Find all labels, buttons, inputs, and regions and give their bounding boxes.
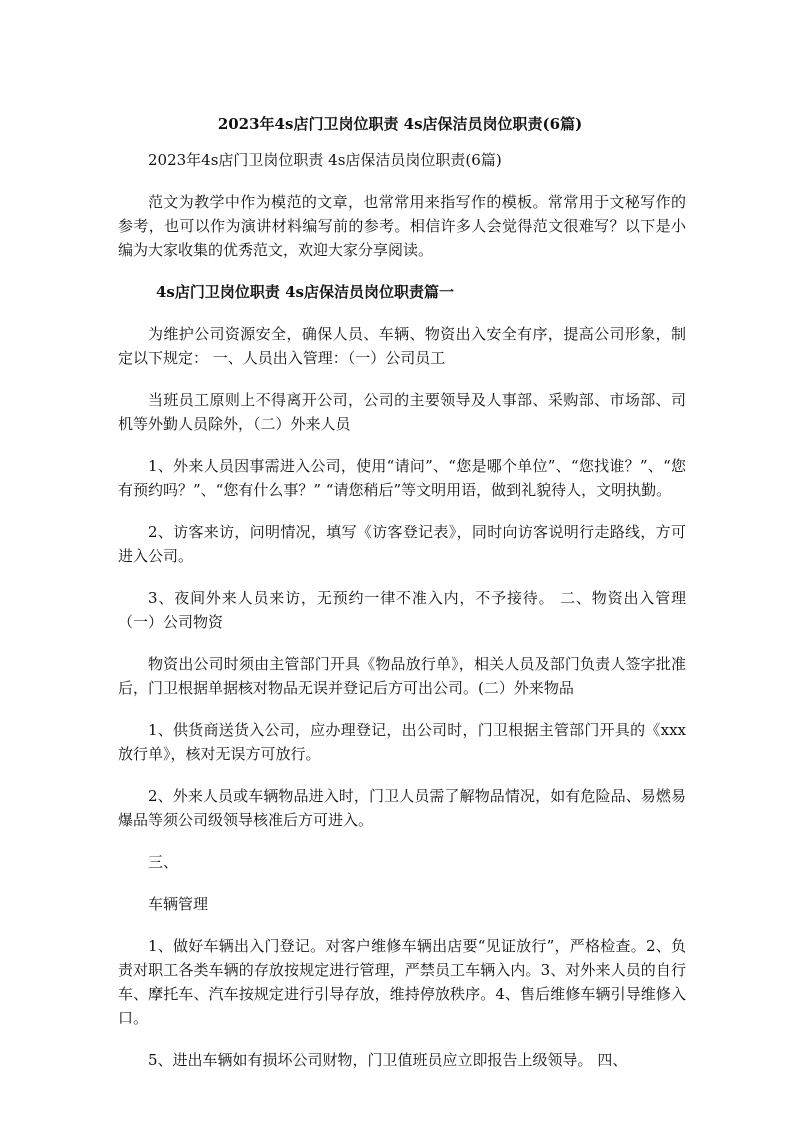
paragraph: 3、夜间外来人员来访，无预约一律不准入内，不予接待。 二、物资出入管理（一）公司物资 <box>118 589 686 631</box>
paragraph: 5、进出车辆如有损坏公司财物，门卫值班员应立即报告上级领导。 四、 <box>148 1051 628 1069</box>
paragraph: 2、访客来访，问明情况，填写《访客登记表》，同时向访客说明行走路线，方可进入公司。 <box>118 523 686 565</box>
paragraph: 车辆管理 <box>148 895 209 913</box>
paragraph: 三、 <box>148 853 179 871</box>
paragraph: 范文为教学中作为模范的文章，也常常用来指写作的模板。常常用于文秘写作的参考，也可以作为演讲材料编写前的参考。相信许多人会觉得范文很难写？以下是小编为大家收集的优秀范文，欢迎大家分享阅读。 <box>118 193 686 259</box>
paragraph: 2、外来人员或车辆物品进入时，门卫人员需了解物品情况，如有危险品、易燃易爆品等须公司级领导核准后方可进入。 <box>118 787 686 829</box>
document-body <box>118 148 686 1090</box>
paragraph: 1、外来人员因事需进入公司，使用“请问”、“您是哪个单位”、“您找谁？”、“您有预约吗？”、“您有什么事？” “请您稍后”等文明用语，做到礼貌待人，文明执勤。 <box>118 457 686 499</box>
paragraph: 物资出公司时须由主管部门开具《物品放行单》，相关人员及部门负责人签字批准后，门卫根据单据核对物品无误并登记后方可出公司。(二）外来物品 <box>118 655 686 697</box>
paragraph: 1、供货商送货入公司，应办理登记，出公司时，门卫根据主管部门开具的《xxx放行单》，核对无误方可放行。 <box>118 721 686 763</box>
document-title: 2023年4s店门卫岗位职责 4s店保洁员岗位职责(6篇) <box>217 115 583 133</box>
section-heading: 4s店门卫岗位职责 4s店保洁员岗位职责篇一 <box>156 283 454 301</box>
paragraph: 2023年4s店门卫岗位职责 4s店保洁员岗位职责(6篇) <box>148 151 502 169</box>
paragraph: 当班员工原则上不得离开公司，公司的主要领导及人事部、采购部、市场部、司机等外勤人员除外，（二）外来人员 <box>118 391 686 433</box>
paragraph: 1、做好车辆出入门登记。对客户维修车辆出店要“见证放行”，严格检查。2、负责对职工各类车辆的存放按规定进行管理，严禁员工车辆入内。3、对外来人员的自行车、摩托车、汽车按规定进行引导存放，维持停放秩序。4、售后维修车辆引导维修入口。 <box>118 937 686 1027</box>
paragraph: 为维护公司资源安全，确保人员、车辆、物资出入安全有序，提高公司形象，制定以下规定： 一、人员出入管理：（一）公司员工 <box>118 325 686 367</box>
